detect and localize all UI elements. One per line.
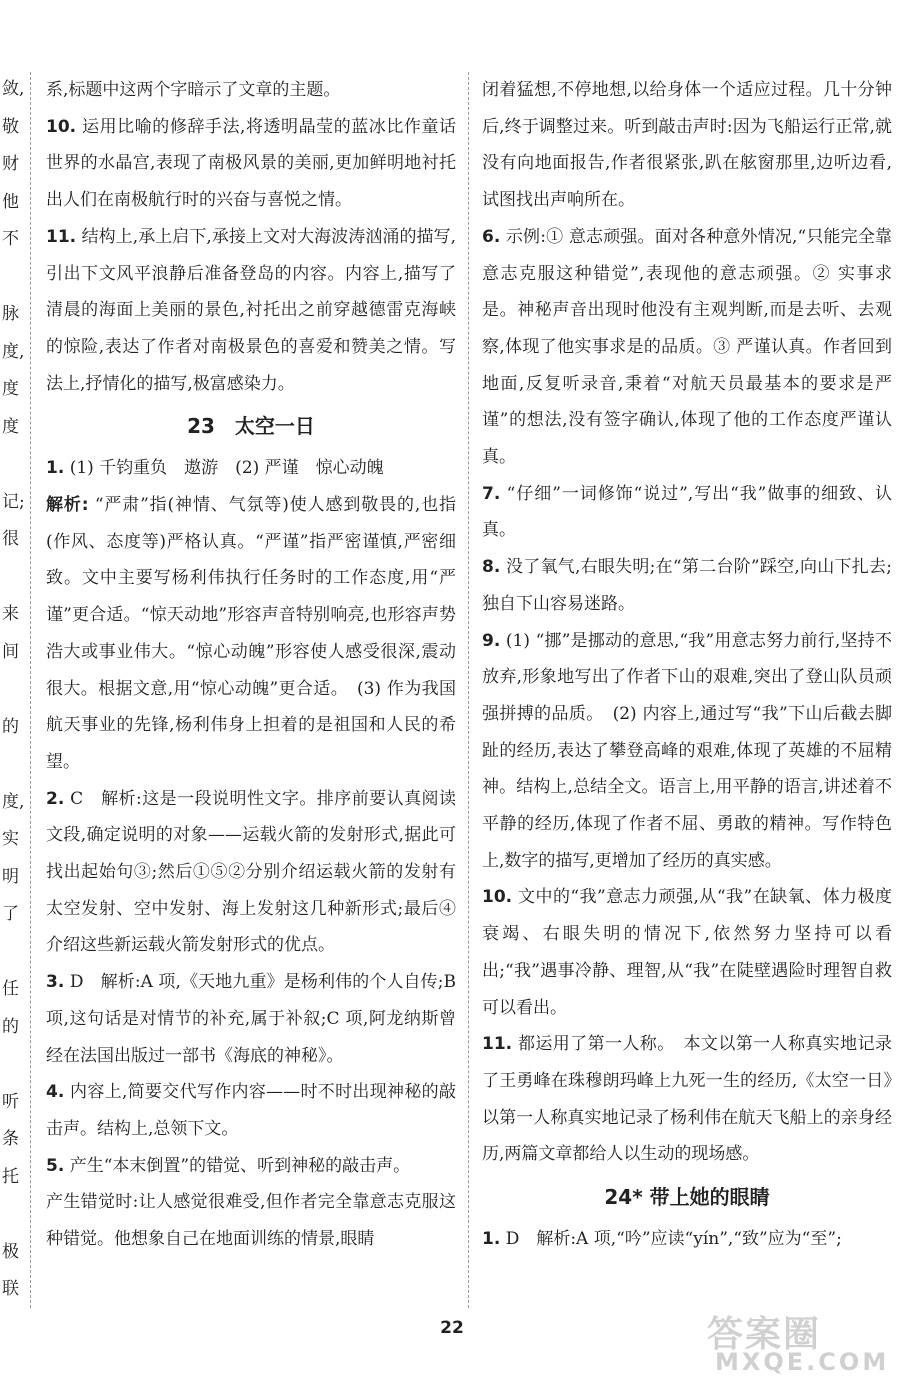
watermark-line1: 答案圈 <box>707 1314 822 1355</box>
edge-char: 托 <box>2 1166 19 1187</box>
edge-char: 间 <box>2 641 19 662</box>
edge-char: 极 <box>2 1241 19 1262</box>
answer-column-left <box>46 72 456 1258</box>
edge-char: 敛, <box>2 79 25 99</box>
edge-char: 了 <box>2 904 19 924</box>
edge-char: 他 <box>2 191 19 212</box>
answer-item <box>482 72 892 219</box>
edge-char: 度, <box>2 341 25 362</box>
answer-item <box>46 72 456 109</box>
item-text: 系,标题中这两个字暗示了文章的主题。 <box>46 80 341 100</box>
edge-char: 来 <box>2 604 19 624</box>
answer-item <box>46 487 456 781</box>
answer-item <box>46 964 456 1074</box>
item-text: “仔细”一词修饰“说过”,写出“我”做事的细致、认真。 <box>482 483 892 541</box>
item-number: 3. <box>46 972 65 993</box>
left-page-edge-text <box>0 70 25 1310</box>
answer-item <box>46 781 456 965</box>
answer-item <box>46 450 456 487</box>
edge-char: 任 <box>2 979 19 999</box>
item-number: 1. <box>46 458 65 479</box>
item-text: D 解析:A 项,“吟”应读“yín”,“致”应为“至”; <box>505 1229 842 1250</box>
item-text: 产生错觉时:让人感觉很难受,但作者完全靠意志克服这种错觉。他想象自己在地面训练的情景,眼睛 <box>46 1192 456 1250</box>
page-number: 22 <box>440 1318 464 1338</box>
item-text: (1) “挪”是挪动的意思,“我”用意志努力前行,坚持不放弃,形象地写出了作者下山的艰难,突出了登山队员顽强拼搏的品质。 (2) 内容上,通过写“我”下山后截去脚趾的经历,表达了攀登高峰的艰难,体现了英雄的不屈精神。结构上,总结全文。语言上,用平静的语言,讲述着不平静的经历,体现了作者不屈、勇敢的精神。写作特色上,数字的描写,更增加了经历的真实感。 <box>482 630 892 871</box>
edge-char: 实 <box>2 829 19 849</box>
answer-item <box>482 879 892 1026</box>
item-text: 闭着猛想,不停地想,以给身体一个适应过程。几十分钟后,终于调整过来。听到敲击声时:因为飞船运行正常,就没有向地面报告,作者很紧张,趴在舷窗那里,边听边看,试图找出声响所在。 <box>482 80 892 211</box>
item-text: 文中的“我”意志力顽强,从“我”在缺氧、体力极度衰竭、右眼失明的情况下,依然努力坚持可以看出;“我”遇事冷静、理智,从“我”在陡壁遇险时理智自救可以看出。 <box>482 887 892 1018</box>
section-heading: 24* 带上她的眼睛 <box>604 1185 770 1210</box>
item-text: (1) 千钧重负 遨游 (2) 严谨 惊心动魄 <box>69 458 384 479</box>
edge-char: 的 <box>2 716 19 737</box>
item-text: C 解析:这是一段说明性文字。排序前要认真阅读文段,确定说明的对象——运载火箭的发射形式,据此可找出起始句③;然后①⑤②分别介绍运载火箭的发射有太空发射、空中发射、海上发射这几种新形式;最后④介绍这些新运载火箭发射形式的优点。 <box>46 788 457 956</box>
item-number: 2. <box>46 788 65 809</box>
item-number: 8. <box>482 557 501 578</box>
edge-char: 度 <box>2 416 19 437</box>
item-number: 4. <box>46 1082 65 1103</box>
item-text: 产生“本末倒置”的错觉、听到神秘的敲击声。 <box>69 1155 411 1176</box>
item-text: D 解析:A 项,《天地九重》是杨利伟的个人自传;B 项,这句话是对情节的补充,属于补叙;C 项,阿龙纳斯曾经在法国出版过一部书《海底的神秘》。 <box>46 972 457 1066</box>
item-number: 6. <box>482 226 501 247</box>
edge-char: 明 <box>2 866 19 887</box>
edge-char: 不 <box>2 229 19 249</box>
answer-item <box>46 1074 456 1147</box>
edge-char: 的 <box>2 1016 19 1037</box>
item-number: 7. <box>482 483 501 504</box>
item-number: 5. <box>46 1155 65 1176</box>
answer-item <box>482 623 892 880</box>
edge-char: 条 <box>2 1129 19 1149</box>
column-divider-left <box>30 72 31 1308</box>
watermark-logo <box>707 1306 890 1376</box>
column-divider-middle <box>468 72 469 1308</box>
item-text: 示例:① 意志顽强。面对各种意外情况,“只能完全靠意志克服这种错觉”,表现他的意志顽强。② 实事求是。神秘声音出现时他没有主观判断,而是去听、去观察,体现了他实事求是的品质。③ 严谨认真。作者回到地面,反复听录音,秉着“对航天员最基本的要求是严谨”的想法,没有签字确认,体现了他的工作态度严谨认真。 <box>482 226 892 468</box>
answer-item <box>482 1026 892 1173</box>
item-text: 没了氧气,右眼失明;在“第二台阶”踩空,向山下扎去;独自下山容易迷路。 <box>482 557 892 614</box>
edge-char: 度 <box>2 379 19 399</box>
item-number: 11. <box>46 226 77 247</box>
answer-column-right <box>482 72 892 1258</box>
answer-item <box>482 219 892 476</box>
item-text: 结构上,承上启下,承接上文对大海波涛汹涌的描写,引出下文风平浪静后准备登岛的内容。内容上,描写了清晨的海面上美丽的景色,衬托出之前穿越德雷克海峡的惊险,表达了作者对南极景色的喜爱和赞美之情。写法上,抒情化的描写,极富感染力。 <box>46 226 457 394</box>
edge-char: 敬 <box>2 116 19 137</box>
edge-char: 脉 <box>2 304 19 324</box>
item-text: 运用比喻的修辞手法,将透明晶莹的蓝冰比作童话世界的水晶宫,表现了南极风景的美丽,更加鲜明地衬托出人们在南极航行时的兴奋与喜悦之情。 <box>46 116 456 211</box>
item-number: 1. <box>482 1229 501 1250</box>
answer-item <box>482 476 892 549</box>
item-number: 解析: <box>46 495 89 516</box>
answer-item <box>46 1184 456 1257</box>
edge-char: 度, <box>2 791 25 812</box>
watermark-line2: MXQE.COM <box>715 1348 890 1376</box>
answer-item <box>46 1148 456 1185</box>
answer-item <box>46 219 456 403</box>
answer-item <box>482 549 892 622</box>
item-text: “严肃”指(神情、气氛等)使人感到敬畏的,也指(作风、态度等)严格认真。“严谨”指严密谨慎,严密细致。文中主要写杨利伟执行任务时的工作态度,用“严谨”更合适。“惊天动地”形容声音特别响亮,也形容声势浩大或事业伟大。“惊心动魄”形容使人感受很深,震动很大。根据文意,用“惊心动魄”更合适。 (3) 作为我国航天事业的先锋,杨利伟身上担着的是祖国和人民的希望。 <box>46 495 456 772</box>
section-heading: 23 太空一日 <box>187 414 315 439</box>
item-number: 10. <box>482 887 513 908</box>
item-text: 内容上,简要交代写作内容——时不时出现神秘的敲击声。结构上,总领下文。 <box>46 1082 456 1139</box>
item-number: 10. <box>46 116 77 137</box>
edge-char: 很 <box>2 529 19 549</box>
edge-char: 财 <box>2 154 19 174</box>
item-number: 11. <box>482 1034 513 1055</box>
item-number: 9. <box>482 630 501 651</box>
item-text: 都运用了第一人称。 本文以第一人称真实地记录了王勇峰在珠穆朗玛峰上九死一生的经历,《太空一日》以第一人称真实地记录了杨利伟在航天飞船上的亲身经历,两篇文章都给人以生动的现场感。 <box>482 1034 892 1165</box>
edge-char: 记; <box>2 491 25 512</box>
answer-item <box>482 1221 892 1258</box>
answer-item <box>46 109 456 219</box>
edge-char: 联 <box>2 1279 19 1299</box>
edge-char: 听 <box>2 1091 19 1112</box>
